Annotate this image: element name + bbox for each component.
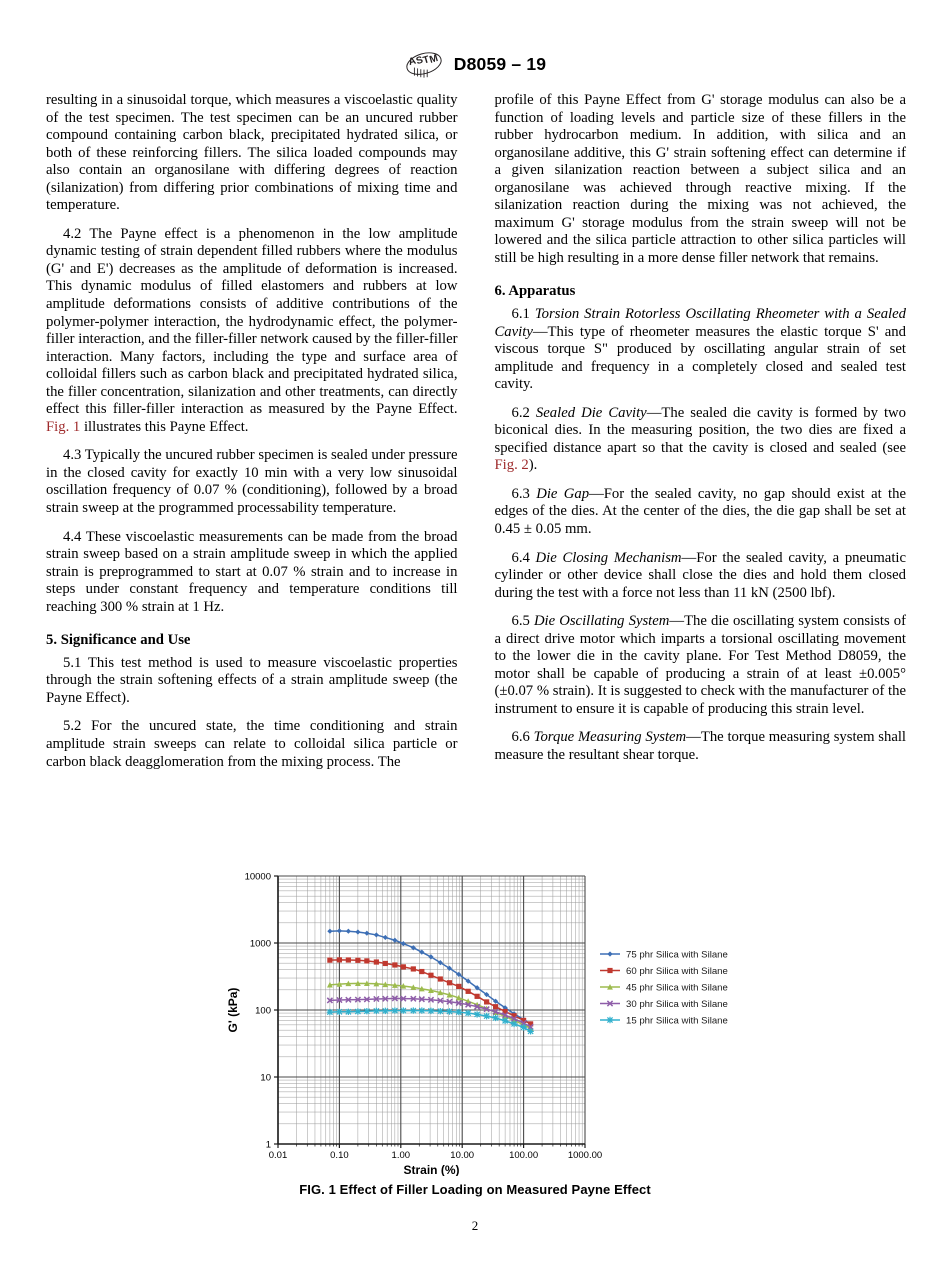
paragraph-5-2-continued: profile of this Payne Effect from G' storage modulus can also be a function of loading levels and particle size of these fillers in the rubber hydrocarbon medium. In addition, with silica and an organosilane additive, this G' strain softening effect can determine if a given silanization reaction between a subject silica and an organosilane was achieved through reactive mixing. If the silanization reaction during the mixing was not achieved, the maximum G' storage modulus from the strain sweep will not be lowered and the silica particle attraction to other silica particles will still be high resulting in a more dense filler network that remains.	[494, 92, 906, 266]
paragraph-6-2-body: The sealed die cavity is formed by two biconical dies. In the measuring position, the two dies are fixed a specified distance apart so that the cavity is closed and sealed (see	[494, 404, 906, 456]
svg-text:1.00: 1.00	[391, 1150, 411, 1161]
svg-text:15 phr Silica with Silane: 15 phr Silica with Silane	[626, 1015, 728, 1027]
svg-text:100.00: 100.00	[509, 1150, 539, 1161]
figure-1-crossref-link[interactable]: Fig. 1	[46, 418, 81, 435]
svg-text:30 phr Silica with Silane: 30 phr Silica with Silane	[626, 999, 728, 1011]
paragraph-6-2-body-after: ).	[528, 457, 538, 474]
svg-text:1000.00: 1000.00	[567, 1150, 603, 1161]
figure-2-crossref-link[interactable]: Fig. 2	[494, 457, 529, 474]
figure-1-block	[0, 866, 950, 1197]
legend-entry-4	[600, 1016, 728, 1027]
paragraph-6-1-dash: —	[532, 323, 548, 340]
svg-text:100: 100	[255, 1005, 271, 1017]
paragraph-6-5-term: Die Oscillating System	[533, 613, 670, 630]
page-header	[0, 44, 950, 84]
legend-entry-3	[600, 999, 728, 1010]
section-5-heading: 5. Significance and Use	[46, 632, 191, 649]
paragraph-6-5-body: The die oscillating system consists of a direct drive motor which imparts a torsional oscillating movement to the lower die in the cavity plane. For Test Method D8059, the motor shall be capable of producing a strain of at least ±0.005° (±0.07 % strain). It is suggested to check with the manufacturer of the instrument to ensure it is capable of producing this strain level.	[494, 613, 906, 717]
paragraph-6-3-number: 6.3	[511, 485, 537, 502]
svg-text:S: S	[414, 54, 425, 68]
paragraph-6-2	[495, 405, 907, 475]
svg-text:75 phr Silica with Silane: 75 phr Silica with Silane	[626, 949, 728, 961]
svg-text:G' (kPa): G' (kPa)	[226, 987, 240, 1033]
paragraph-6-5	[495, 613, 907, 718]
svg-text:1000: 1000	[249, 938, 271, 950]
paragraph-6-6-number: 6.6	[511, 729, 534, 746]
paragraph-6-6-body: The torque measuring system shall measure the resultant shear torque.	[494, 729, 907, 763]
paragraph-4-2	[46, 226, 458, 437]
paragraph-6-5-dash: —	[669, 613, 685, 630]
paragraph-6-1-body: This type of rheometer measures the elastic torque S' and viscous torque S" produced by oscillating angular strain of set amplitude and frequency in a completely closed and sealed test cavity.	[494, 323, 906, 393]
svg-text:10000: 10000	[244, 871, 271, 883]
payne-effect-chart	[0, 866, 950, 1176]
paragraph-6-6-term: Torque Measuring System	[533, 729, 687, 746]
paragraph-6-4-term: Die Closing Mechanism	[535, 549, 682, 566]
paragraph-6-2-term: Sealed Die Cavity	[535, 404, 647, 421]
paragraph-6-4-number: 6.4	[511, 549, 536, 566]
section-6-heading: 6. Apparatus	[494, 283, 576, 300]
paragraph-4-2-text: 4.2 The Payne effect is a phenomenon in the low amplitude dynamic testing of strain dependent filled rubbers where the modulus (G' and E') decreases as the amplitude of deformation is increased. This dynamic modulus of filled elastomers and rubbers at low amplitude deformations consists of additive contributions of the polymer-polymer interaction, the hydrodynamic effect, the polymer-filler interaction, and the filler-filler network caused by the filler-filler interaction. Many factors, including the type and surface area of colloidal fillers such as carbon black and precipitated hydrated silica, the filler concentration, silanization and other treatments, can directly effect this filler-filler interaction as measured by the Payne Effect.	[46, 225, 458, 418]
paragraph-6-1	[495, 306, 907, 394]
paragraph-6-3-body: For the sealed cavity, no gap should exist at the edges of the dies. At the center of the dies, the die gap shall be set at 0.45 ± 0.05 mm.	[494, 485, 906, 537]
figure-1-caption: FIG. 1 Effect of Filler Loading on Measured Payne Effect	[299, 1182, 651, 1197]
right-column	[495, 92, 907, 771]
paragraph-5-1: 5.1 This test method is used to measure viscoelastic properties through the strain softening effects of a strain amplitude sweep (the Payne Effect).	[46, 654, 458, 706]
svg-text:60 phr Silica with Silane: 60 phr Silica with Silane	[626, 966, 728, 978]
svg-text:T: T	[421, 54, 431, 67]
page-number: 2	[471, 1218, 479, 1233]
legend-entry-2	[600, 983, 728, 994]
body-columns	[46, 92, 906, 771]
paragraph-6-6-dash: —	[686, 729, 701, 746]
paragraph-6-1-number: 6.1	[511, 305, 535, 322]
standard-designation: D8059 – 19	[453, 53, 547, 74]
paragraph-5-2: 5.2 For the uncured state, the time conditioning and strain amplitude strain sweeps can relate to colloidal silica particle or carbon black deagglomeration from the mixing process. The	[46, 718, 458, 770]
svg-text:45 phr Silica with Silane: 45 phr Silica with Silane	[626, 982, 728, 994]
paragraph-6-5-number: 6.5	[511, 613, 534, 630]
svg-text:0.10: 0.10	[330, 1150, 349, 1161]
svg-text:1: 1	[265, 1139, 271, 1151]
paragraph-6-4-dash: —	[681, 549, 697, 566]
paragraph-6-3-dash: —	[589, 485, 604, 502]
paragraph-6-4-body: For the sealed cavity, a pneumatic cylinder or other device shall close the dies and hold them closed during the test with a force not less than 11 kN (2500 lbf).	[494, 549, 907, 601]
svg-text:10.00: 10.00	[450, 1150, 475, 1161]
paragraph-6-3	[495, 486, 907, 539]
paragraph-4-2-text-after: illustrates this Payne Effect.	[80, 418, 249, 435]
paragraph-4-4: 4.4 These viscoelastic measurements can be made from the broad strain sweep based on a strain amplitude sweep in which the applied strain is preprogrammed to start at 0.07 % strain and to increase in steps under constant frequency and temperature conditions till reaching 300 % strain at 1 Hz.	[46, 528, 458, 615]
legend-entry-0	[600, 950, 728, 961]
left-column	[46, 92, 458, 771]
paragraph-6-2-number: 6.2	[511, 404, 536, 421]
paragraph-6-1-term: Torsion Strain Rotorless Oscillating Rheometer with a Sealed Cavity	[494, 305, 907, 340]
svg-text:M: M	[428, 52, 440, 66]
paragraph-4-3: 4.3 Typically the uncured rubber specimen is sealed under pressure in the closed cavity for exactly 10 min with a very low sinusoidal oscillation frequency of 0.07 % (conditioning), followed by a broad strain sweep at the programmed processability temperature.	[46, 447, 458, 517]
svg-text:Strain (%): Strain (%)	[403, 1163, 460, 1176]
svg-text:10: 10	[260, 1072, 271, 1084]
paragraph-6-6	[495, 729, 907, 764]
svg-text:0.01: 0.01	[268, 1150, 288, 1161]
legend-entry-1	[600, 966, 728, 977]
paragraph-6-3-term: Die Gap	[536, 485, 590, 502]
svg-text:A: A	[407, 55, 418, 69]
paragraph-4-1-continued: resulting in a sinusoidal torque, which measures a viscoelastic quality of the test specimen. The test specimen can be an uncured rubber compound containing carbon black, precipitated hydrated silica, or both of these reinforcing fillers. The silica loaded compounds may also contain an organosilane with differing degrees of reaction (silanization) from differing prior combinations of mixing time and temperature.	[46, 92, 458, 214]
astm-logo-icon	[404, 49, 444, 79]
paragraph-6-4	[495, 550, 907, 603]
paragraph-6-2-dash: —	[646, 404, 662, 421]
